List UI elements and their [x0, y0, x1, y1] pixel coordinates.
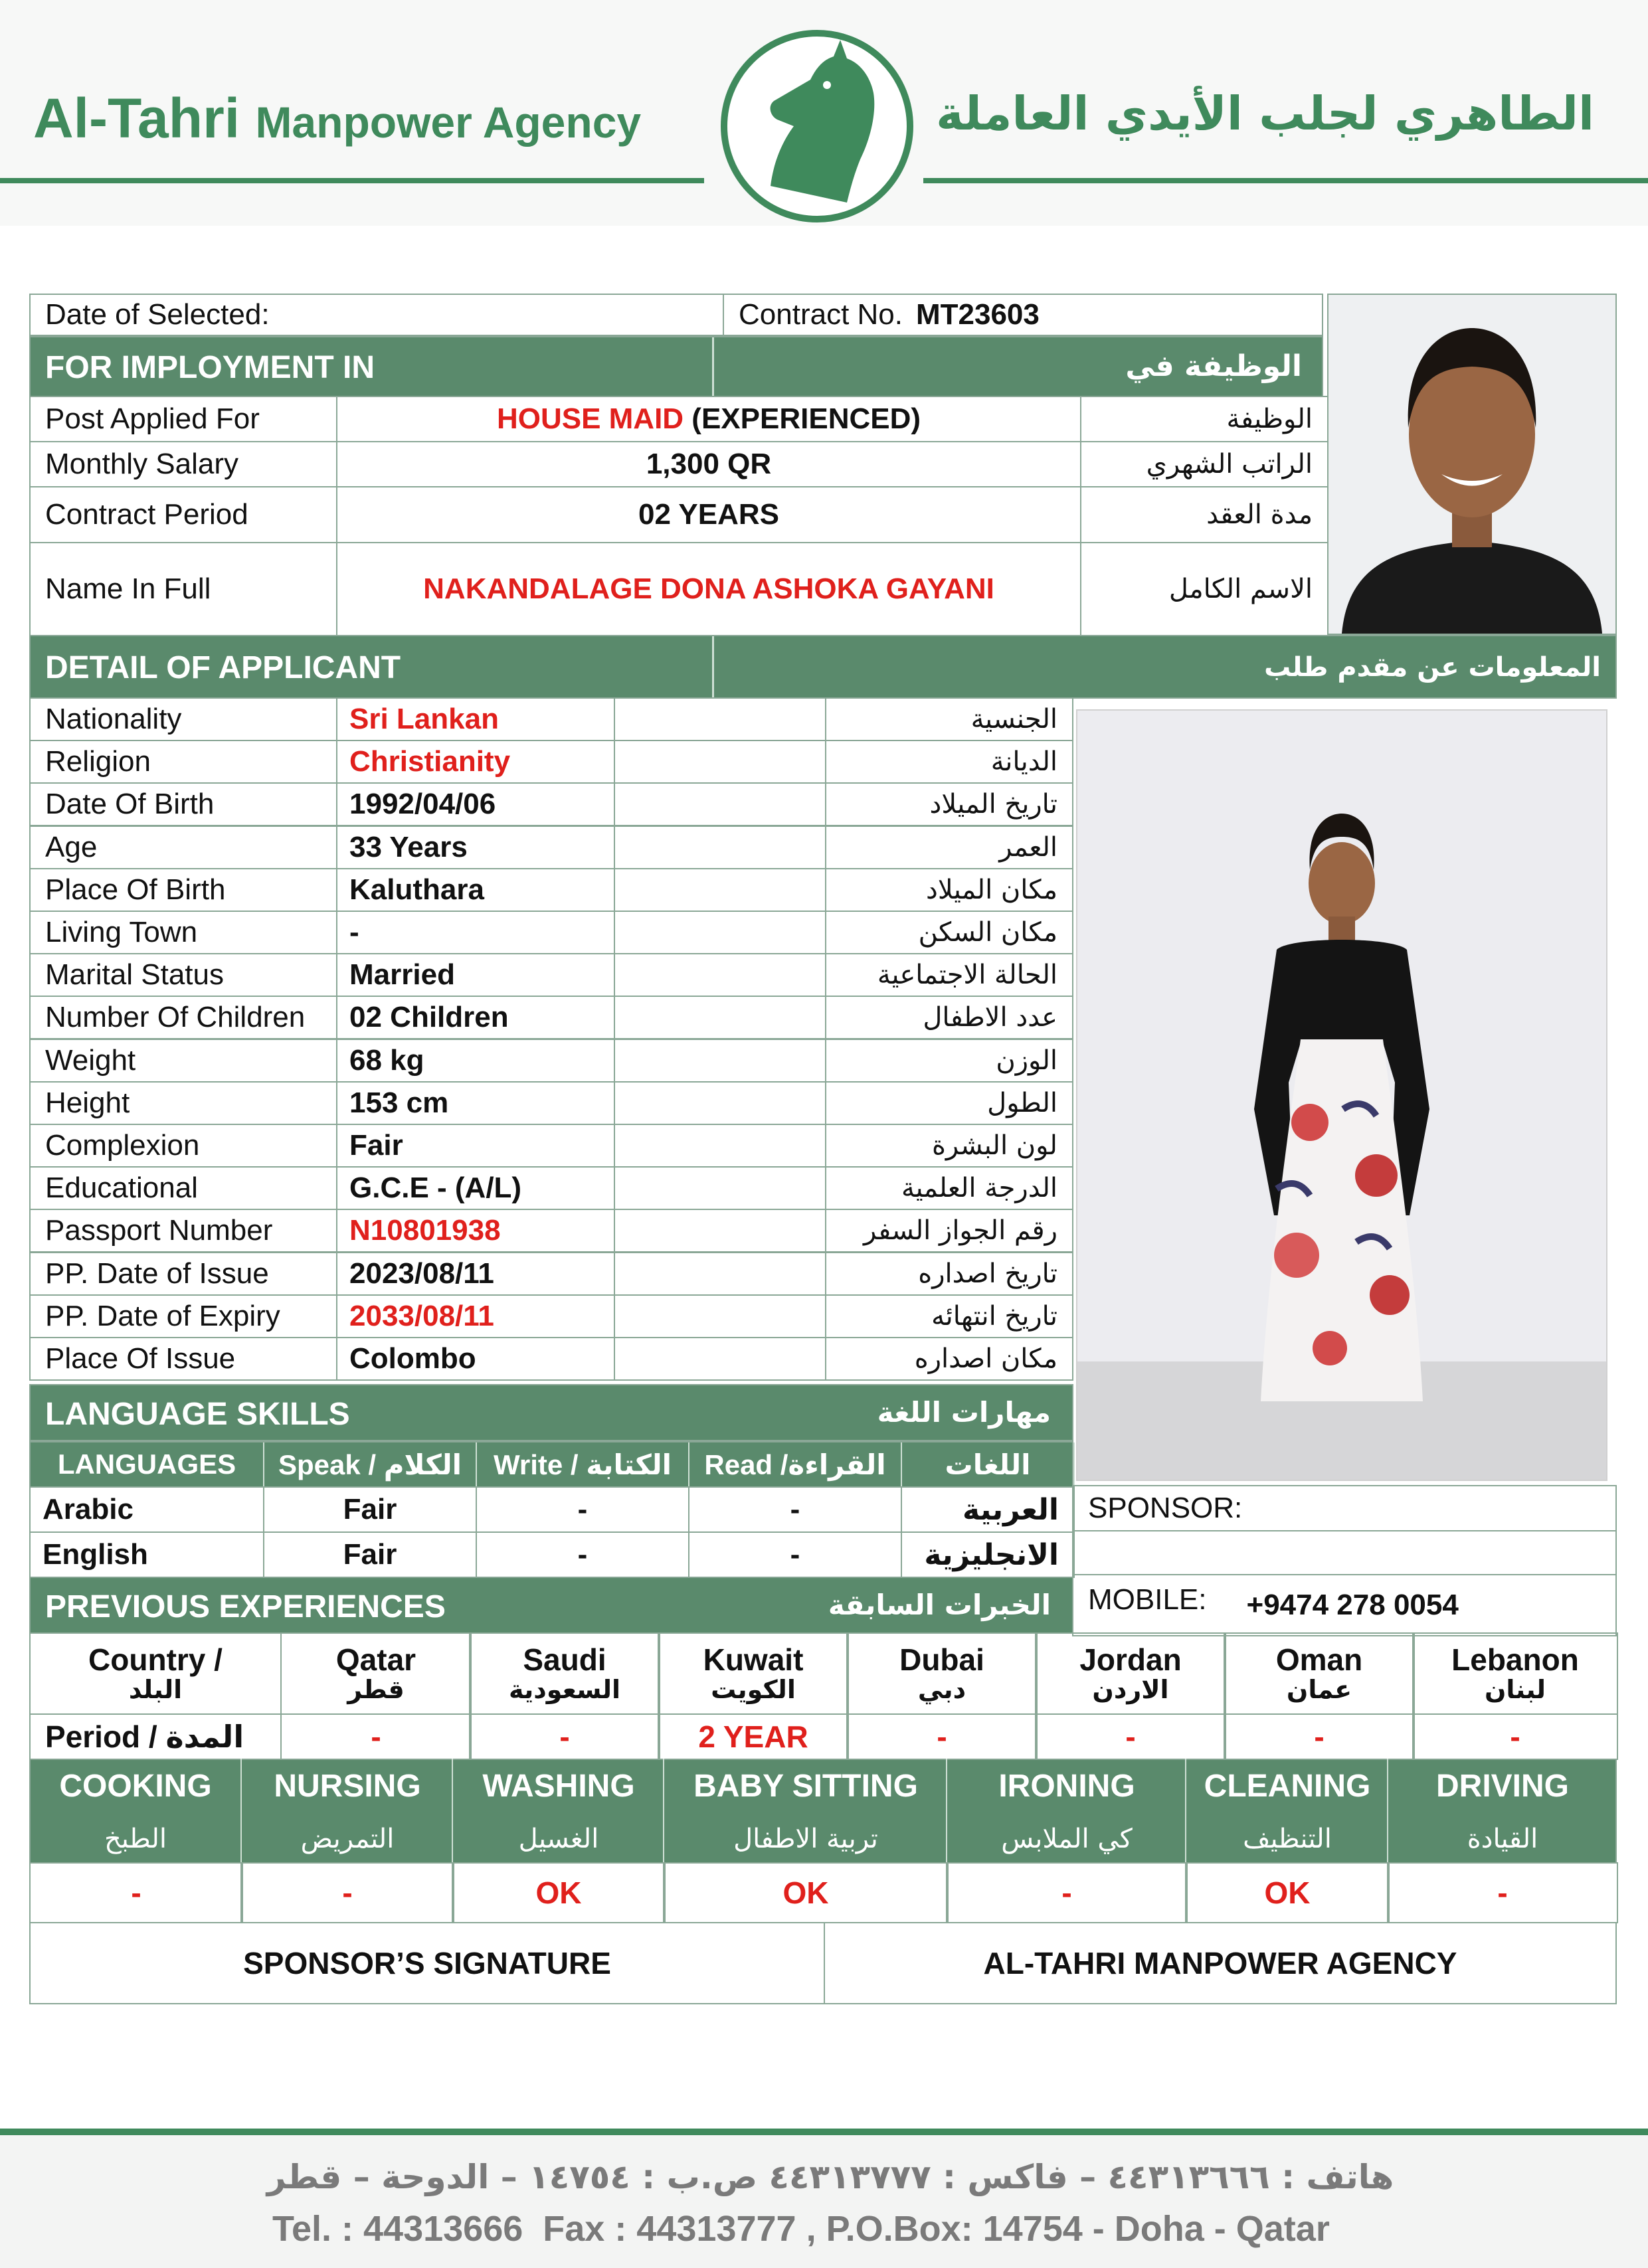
applicant-row-blank	[614, 1294, 826, 1338]
applicant-row-arabic: تاريخ الميلاد	[825, 782, 1073, 826]
skill-name-ar: تربية الاطفال	[733, 1823, 878, 1854]
skill-name-ar: الطبخ	[104, 1823, 167, 1854]
experience-country-en: Saudi	[523, 1642, 606, 1677]
skill-name-ar: التمريض	[300, 1823, 395, 1854]
employment-header	[29, 336, 1323, 397]
language-level: -	[476, 1486, 689, 1533]
experience-period-label: Period / المدة	[29, 1713, 282, 1760]
employment-value-text: 02 YEARS	[638, 498, 779, 531]
sponsor-signature-label: SPONSOR’S SIGNATURE	[243, 1946, 611, 1980]
language-level: -	[688, 1531, 902, 1578]
agency-name-sub: Manpower Agency	[255, 98, 642, 147]
employment-row-label: Name In Full	[29, 542, 337, 636]
employment-value-text: 1,300 QR	[646, 448, 772, 480]
employment-row-label: Contract Period	[29, 486, 337, 543]
experience-country-en: Qatar	[335, 1642, 416, 1677]
experience-country-en: Lebanon	[1451, 1642, 1579, 1677]
applicant-row-blank	[614, 868, 826, 912]
applicant-row-arabic: تاريخ انتهائه	[825, 1294, 1073, 1338]
experience-period-value: -	[1412, 1713, 1618, 1760]
skill-value: OK	[1185, 1862, 1390, 1923]
applicant-row-label: Age	[29, 826, 337, 869]
experience-country	[658, 1632, 849, 1715]
skill-value: OK	[452, 1862, 666, 1923]
contract-value: MT23603	[915, 298, 1040, 331]
applicant-row-label: Place Of Birth	[29, 868, 337, 912]
applicant-row-blank	[614, 996, 826, 1039]
applicant-row-blank	[614, 1081, 826, 1125]
experience-country-ar: الاردن	[1092, 1675, 1169, 1705]
applicant-row-arabic: الجنسية	[825, 697, 1073, 741]
mobile-cell	[1072, 1574, 1617, 1636]
employment-row-arabic: الراتب الشهري	[1080, 441, 1328, 487]
experience-country-label-en: Country /	[88, 1642, 223, 1677]
applicant-row-arabic: رقم الجواز السفر	[825, 1209, 1073, 1253]
applicant-row-value: 02 Children	[336, 996, 615, 1039]
experience-country	[280, 1632, 472, 1715]
applicant-row-arabic: الحالة الاجتماعية	[825, 953, 1073, 997]
applicant-row-label: Passport Number	[29, 1209, 337, 1253]
skill-header	[946, 1759, 1186, 1864]
sponsor-label: SPONSOR:	[1088, 1492, 1243, 1524]
applicant-row-blank	[614, 1124, 826, 1168]
employment-row-arabic: الوظيفة	[1080, 396, 1328, 442]
applicant-portrait-photo	[1327, 294, 1617, 635]
skill-name-en: WASHING	[482, 1769, 635, 1804]
applicant-row-arabic: عدد الاطفال	[825, 996, 1073, 1039]
applicant-row-blank	[614, 782, 826, 826]
applicant-row-arabic: الديانة	[825, 740, 1073, 784]
applicant-row-blank	[614, 953, 826, 997]
applicant-row-label: Number Of Children	[29, 996, 337, 1039]
experience-country-ar: دبي	[917, 1675, 966, 1705]
applicant-row-value: Kaluthara	[336, 868, 615, 912]
applicant-row-blank	[614, 697, 826, 741]
footer-rule	[0, 2129, 1648, 2135]
employment-row-label: Monthly Salary	[29, 441, 337, 487]
applicant-row-arabic: مكان السكن	[825, 911, 1073, 954]
applicant-row-arabic: الوزن	[825, 1039, 1073, 1083]
experience-country	[846, 1632, 1038, 1715]
experience-country-label	[29, 1632, 282, 1715]
language-title-en: LANGUAGE SKILLS	[45, 1397, 350, 1432]
applicant-row-arabic: الطول	[825, 1081, 1073, 1125]
applicant-row-value: 1992/04/06	[336, 782, 615, 826]
applicant-row-label: Educational	[29, 1166, 337, 1210]
experience-title-ar: الخبرات السابقة	[828, 1589, 1051, 1621]
experience-header	[29, 1577, 1073, 1634]
applicant-row-blank	[614, 1337, 826, 1381]
applicant-row-blank	[614, 1252, 826, 1296]
header-rule-right	[923, 178, 1648, 183]
applicant-row-label: Date Of Birth	[29, 782, 337, 826]
applicant-row-label: Marital Status	[29, 953, 337, 997]
contract-number-cell	[723, 294, 1323, 336]
agency-signature-label: AL-TAHRI MANPOWER AGENCY	[983, 1946, 1457, 1980]
language-column-label: Read /القراءة	[689, 1442, 902, 1486]
skill-header	[1387, 1759, 1617, 1864]
applicant-row-arabic: الدرجة العلمية	[825, 1166, 1073, 1210]
skill-name-en: CLEANING	[1204, 1769, 1371, 1804]
skill-name-en: DRIVING	[1435, 1769, 1569, 1804]
employment-header-divider	[712, 337, 714, 396]
experience-country-ar: عمان	[1286, 1675, 1352, 1705]
footer-english: Tel. : 44313666 Fax : 44313777 , P.O.Box: 14754 - Doha - Qatar	[272, 2209, 1330, 2249]
applicant-row-label: Living Town	[29, 911, 337, 954]
applicant-row-label: PP. Date of Issue	[29, 1252, 337, 1296]
skill-name-ar: الغسيل	[518, 1823, 599, 1854]
experience-country	[1412, 1632, 1618, 1715]
skill-value: -	[29, 1862, 243, 1923]
language-column-label: اللغات	[902, 1442, 1075, 1486]
applicant-row-value: Christianity	[336, 740, 615, 784]
employment-row-arabic: مدة العقد	[1080, 486, 1328, 543]
experience-country-en: Dubai	[899, 1642, 984, 1677]
experience-title-en: PREVIOUS EXPERIENCES	[45, 1589, 446, 1624]
applicant-row-blank	[614, 826, 826, 869]
date-selected-cell	[29, 294, 724, 336]
employment-row-arabic: الاسم الكامل	[1080, 542, 1328, 636]
skill-value: -	[240, 1862, 454, 1923]
applicant-header	[29, 635, 1617, 699]
applicant-row-value: -	[336, 911, 615, 954]
skill-name-en: IRONING	[998, 1769, 1135, 1804]
applicant-row-blank	[614, 1166, 826, 1210]
skill-name-en: BABY SITTING	[693, 1769, 918, 1804]
employment-row-value	[336, 542, 1081, 636]
mobile-label: MOBILE:	[1088, 1583, 1207, 1616]
agency-name-en	[33, 86, 641, 151]
language-column-label: LANGUAGES	[31, 1442, 264, 1486]
applicant-row-value: 33 Years	[336, 826, 615, 869]
experience-period-value: -	[846, 1713, 1038, 1760]
skill-name-ar: القيادة	[1467, 1823, 1538, 1854]
applicant-row-arabic: العمر	[825, 826, 1073, 869]
sponsor-signature-cell	[29, 1922, 825, 2004]
applicant-row-value: 2033/08/11	[336, 1294, 615, 1338]
employment-title-en: FOR IMPLOYMENT IN	[45, 350, 375, 385]
header-rule-left	[0, 178, 704, 183]
employment-value-highlight: NAKANDALAGE DONA ASHOKA GAYANI	[423, 572, 994, 605]
horse-logo-icon	[711, 27, 923, 226]
experience-period-value: -	[1224, 1713, 1415, 1760]
applicant-row-blank	[614, 911, 826, 954]
applicant-row-label: Weight	[29, 1039, 337, 1083]
skill-header	[240, 1759, 453, 1864]
language-name-arabic: العربية	[901, 1486, 1075, 1533]
language-column-label: Write / الكتابة	[477, 1442, 689, 1486]
skill-value: -	[1387, 1862, 1618, 1923]
applicant-row-label: Place Of Issue	[29, 1337, 337, 1381]
applicant-title-en: DETAIL OF APPLICANT	[45, 650, 401, 685]
experience-country-ar: الكويت	[711, 1675, 796, 1705]
language-column-label: Speak / الكلام	[264, 1442, 477, 1486]
employment-value-text: (EXPERIENCED)	[684, 402, 921, 435]
experience-country	[469, 1632, 660, 1715]
language-level: -	[476, 1531, 689, 1578]
applicant-row-label: Religion	[29, 740, 337, 784]
applicant-row-arabic: لون البشرة	[825, 1124, 1073, 1168]
experience-country-ar: السعودية	[508, 1675, 621, 1705]
skill-name-ar: كي الملابس	[1001, 1823, 1133, 1854]
experience-period-value: -	[1035, 1713, 1226, 1760]
skill-value: OK	[663, 1862, 949, 1923]
language-name: Arabic	[29, 1486, 264, 1533]
language-level: Fair	[263, 1531, 477, 1578]
employment-row-label: Post Applied For	[29, 396, 337, 442]
letterhead	[0, 0, 1648, 226]
full-body-figure-icon	[1077, 711, 1606, 1480]
experience-country-en: Jordan	[1079, 1642, 1182, 1677]
skill-name-en: NURSING	[274, 1769, 421, 1804]
skill-header	[663, 1759, 947, 1864]
applicant-row-value: 68 kg	[336, 1039, 615, 1083]
language-header	[29, 1384, 1073, 1441]
applicant-row-value: 2023/08/11	[336, 1252, 615, 1296]
skill-header	[29, 1759, 242, 1864]
language-level: Fair	[263, 1486, 477, 1533]
footer	[0, 2129, 1648, 2268]
applicant-row-label: Height	[29, 1081, 337, 1125]
employment-row-value	[336, 396, 1081, 442]
language-level: -	[688, 1486, 902, 1533]
date-selected-label: Date of Selected:	[45, 298, 270, 331]
experience-country-ar: لبنان	[1485, 1675, 1546, 1705]
applicant-row-label: Complexion	[29, 1124, 337, 1168]
applicant-row-arabic: مكان اصداره	[825, 1337, 1073, 1381]
experience-country-ar: قطر	[347, 1675, 405, 1705]
skill-header	[452, 1759, 664, 1864]
applicant-row-value: Fair	[336, 1124, 615, 1168]
employment-title-ar: الوظيفة في	[1125, 349, 1302, 383]
experience-period-value: -	[469, 1713, 660, 1760]
applicant-row-blank	[614, 1039, 826, 1083]
agency-name-main: Al-Tahri	[33, 87, 240, 149]
experience-country	[1224, 1632, 1415, 1715]
experience-country-en: Kuwait	[703, 1642, 804, 1677]
applicant-title-ar: المعلومات عن مقدم طلب	[1264, 652, 1601, 683]
applicant-row-arabic: مكان الميلاد	[825, 868, 1073, 912]
experience-period-value: -	[280, 1713, 472, 1760]
experience-country-en: Oman	[1275, 1642, 1363, 1677]
skill-header	[1185, 1759, 1388, 1864]
language-name-arabic: الانجليزية	[901, 1531, 1075, 1578]
agency-signature-cell	[824, 1922, 1617, 2004]
sponsor-cell	[1072, 1485, 1617, 1531]
contract-label: Contract No.	[739, 298, 903, 331]
applicant-row-label: Nationality	[29, 697, 337, 741]
applicant-row-value: Sri Lankan	[336, 697, 615, 741]
skill-value: -	[946, 1862, 1188, 1923]
applicant-row-arabic: تاريخ اصداره	[825, 1252, 1073, 1296]
employment-value-highlight: HOUSE MAID	[496, 402, 684, 435]
skill-name-en: COOKING	[59, 1769, 212, 1804]
applicant-row-label: PP. Date of Expiry	[29, 1294, 337, 1338]
applicant-row-value: N10801938	[336, 1209, 615, 1253]
sponsor-blank-cell	[1072, 1530, 1617, 1575]
footer-arabic: هاتف : ٤٤٣١٣٦٦٦ – فاكس : ٤٤٣١٣٧٧٧ ص.ب : ١٤٧٥٤ – الدوحة – قطر	[266, 2158, 1394, 2196]
language-name: English	[29, 1531, 264, 1578]
applicant-row-value: 153 cm	[336, 1081, 615, 1125]
applicant-row-value: Colombo	[336, 1337, 615, 1381]
experience-country-label-ar: البلد	[128, 1675, 183, 1705]
experience-country	[1035, 1632, 1226, 1715]
employment-row-value	[336, 486, 1081, 543]
applicant-row-value: G.C.E - (A/L)	[336, 1166, 615, 1210]
agency-name-ar: الطاهري لجلب الأيدي العاملة	[936, 86, 1594, 141]
applicant-row-blank	[614, 1209, 826, 1253]
applicant-row-value: Married	[336, 953, 615, 997]
language-title-ar: مهارات اللغة	[877, 1396, 1051, 1429]
applicant-full-body-photo	[1076, 709, 1607, 1481]
language-column-header	[29, 1441, 1073, 1488]
experience-period-value: 2 YEAR	[658, 1713, 849, 1760]
applicant-row-blank	[614, 740, 826, 784]
mobile-value: +9474 278 0054	[1246, 1589, 1459, 1621]
applicant-header-divider	[712, 636, 714, 697]
employment-row-value	[336, 441, 1081, 487]
skill-name-ar: التنظيف	[1243, 1823, 1332, 1854]
portrait-figure-icon	[1328, 295, 1615, 634]
